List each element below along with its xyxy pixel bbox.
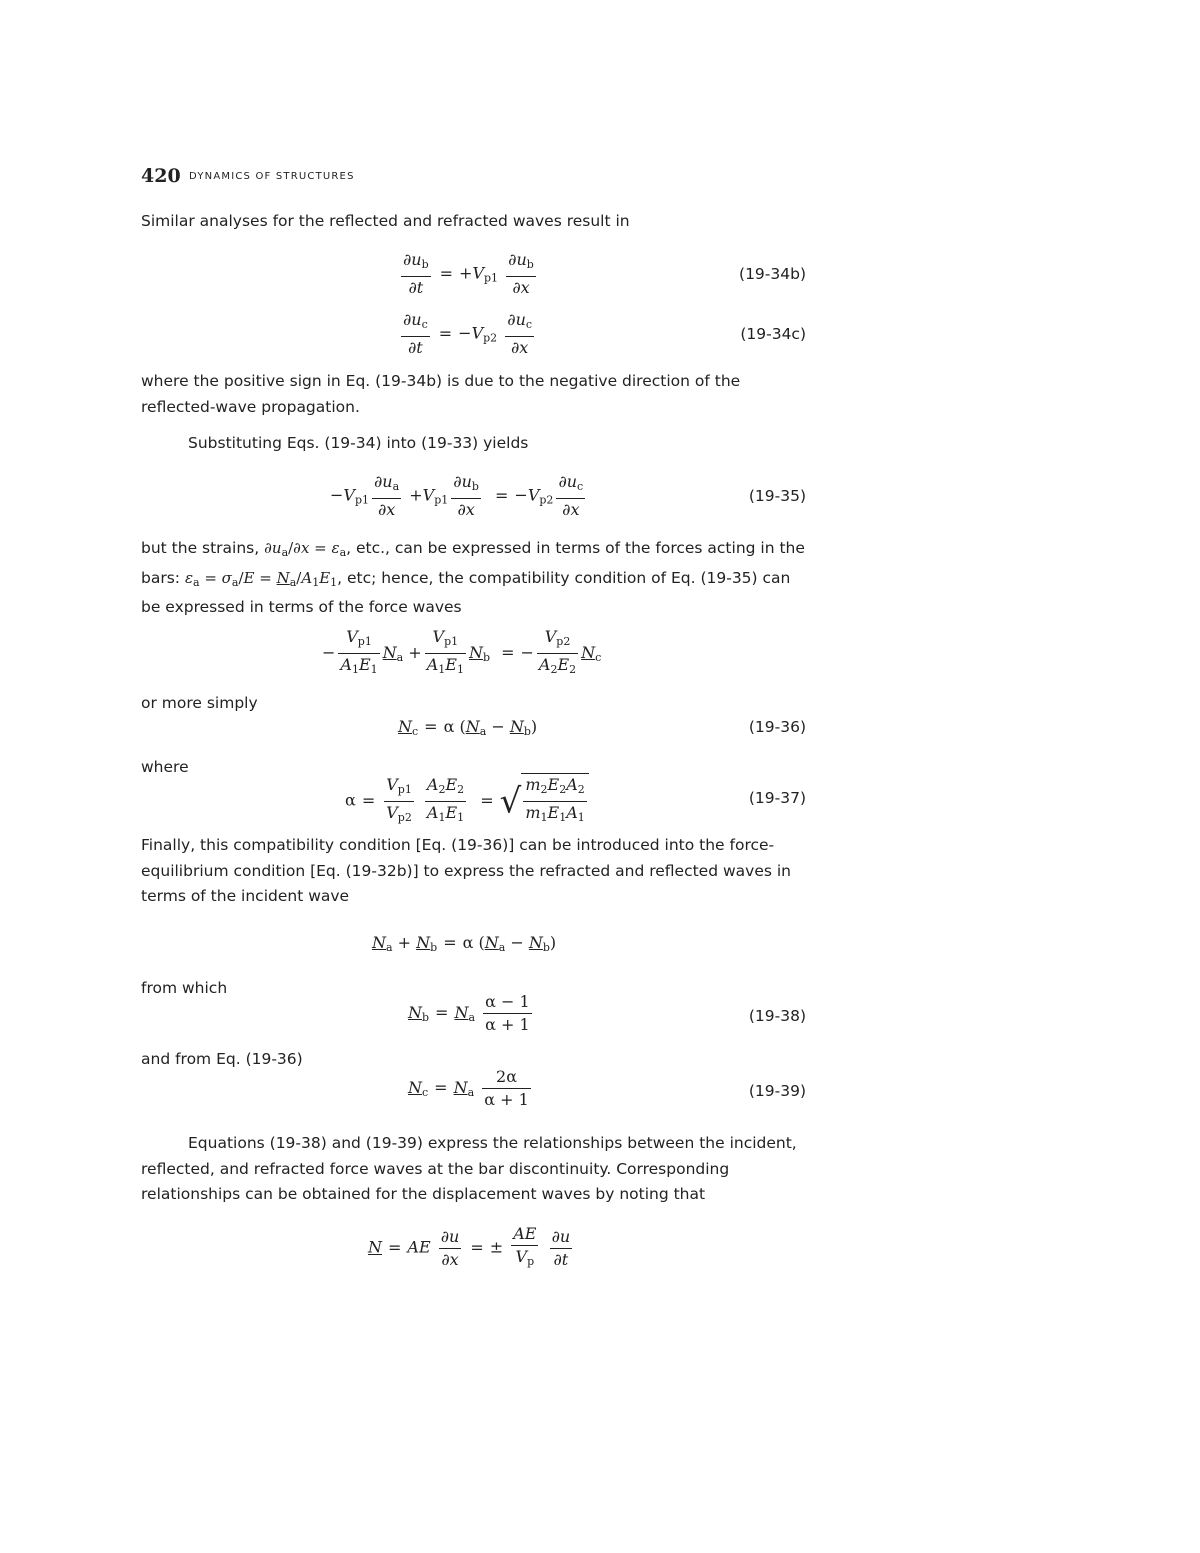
page-number: 420	[141, 165, 181, 187]
equation-number-19-34b: (19-34b)	[739, 265, 806, 283]
paragraph-3: Substituting Eqs. (19-34) into (19-33) yields	[188, 434, 529, 452]
equation-19-38: $N_b = N_a$ $\frac{\alpha - 1}{\alpha + 1}$	[408, 992, 530, 1034]
equation-number-19-38: (19-38)	[748, 1007, 806, 1025]
running-title: DYNAMICS OF STRUCTURES	[189, 171, 355, 182]
paragraph-8: from which	[141, 979, 228, 997]
equation-19-36: $N_c = \alpha$ $(N_a - N_b)$	[398, 717, 538, 738]
paragraph-10: Equations (19-38) and (19-39) express the relationships between the incident, reflected, and refracted force waves at the bar discontinuity. Corresponding relationships can be obtained for the displacement waves by noting that	[141, 1134, 797, 1203]
paragraph-1: Similar analyses for the reflected and refracted waves result in	[141, 212, 630, 230]
equation-number-19-35: (19-35)	[748, 487, 806, 505]
paragraph-2: where the positive sign in Eq. (19-34b) is due to the negative direction of the reflected-wave propagation.	[141, 372, 741, 416]
paragraph-6: where	[141, 758, 189, 776]
paragraph-4: but the strains, $\partial u_a/\partial x = \varepsilon_a$, etc., can be expressed in terms of the forces acting in the bars: $\varepsilon_a = \sigma_a/E = N_a/A_1E_1$, etc; hence, the compatibility condition of Eq. (19-35) can be expressed in terms of the force waves	[141, 539, 805, 616]
paragraph-7: Finally, this compatibility condition [Eq. (19-36)] can be introduced into the force-equilibrium condition [Eq. (19-32b)] to express the refracted and reflected waves in terms of the incident wave	[141, 836, 792, 905]
equation-19-34c: $\frac{\partial u_c}{\partial t}$ = $-V_{p2}$ $\frac{\partial u_c}{\partial x}$	[403, 310, 533, 357]
equation-number-19-37: (19-37)	[748, 789, 806, 807]
equation-19-39: $N_c = N_a$ $\frac{2\alpha}{\alpha + 1}$	[408, 1067, 529, 1109]
equation-number-19-39: (19-39)	[748, 1082, 806, 1100]
equation-19-37: α = $\frac{V_{p1}}{V_{p2}}$ $\frac{A_2E_2}{A_1E_1}$ = √ $\frac{m_2E_2A_2}{m_1E_1A_1}$	[345, 773, 589, 829]
paragraph-5: or more simply	[141, 694, 258, 712]
equation-19-34b: $\frac{\partial u_b}{\partial t}$ = $+V_{p1}$ $\frac{\partial u_b}{\partial x}$	[403, 250, 534, 297]
equation-equilibrium-combined: $N_a + N_b = \alpha$ $(N_a - N_b)$	[372, 933, 557, 954]
equation-force-displacement: N = AE $\frac{\partial u}{\partial x}$ = ± $\frac{AE}{V_p}$ $\frac{\partial u}{\partial t}$	[368, 1224, 571, 1269]
paragraph-9: and from Eq. (19-36)	[141, 1050, 303, 1068]
equation-19-35: $-V_{p1}$ $\frac{\partial u_a}{\partial x}$ $+V_{p1}$ $\frac{\partial u_b}{\partial x}$ = $-V_{p2}$ $\frac{\partial u_c}{\partial x}$	[330, 472, 584, 519]
equation-number-19-34c: (19-34c)	[740, 325, 806, 343]
equation-number-19-36: (19-36)	[748, 718, 806, 736]
equation-force-wave-compatibility: − $\frac{V_{p1}}{A_1E_1}$ $N_a$ + $\frac{V_{p1}}{A_1E_1}$ $N_b$ = − $\frac{V_{p2}}{A_2E_2}$ $N_c$	[322, 627, 602, 676]
